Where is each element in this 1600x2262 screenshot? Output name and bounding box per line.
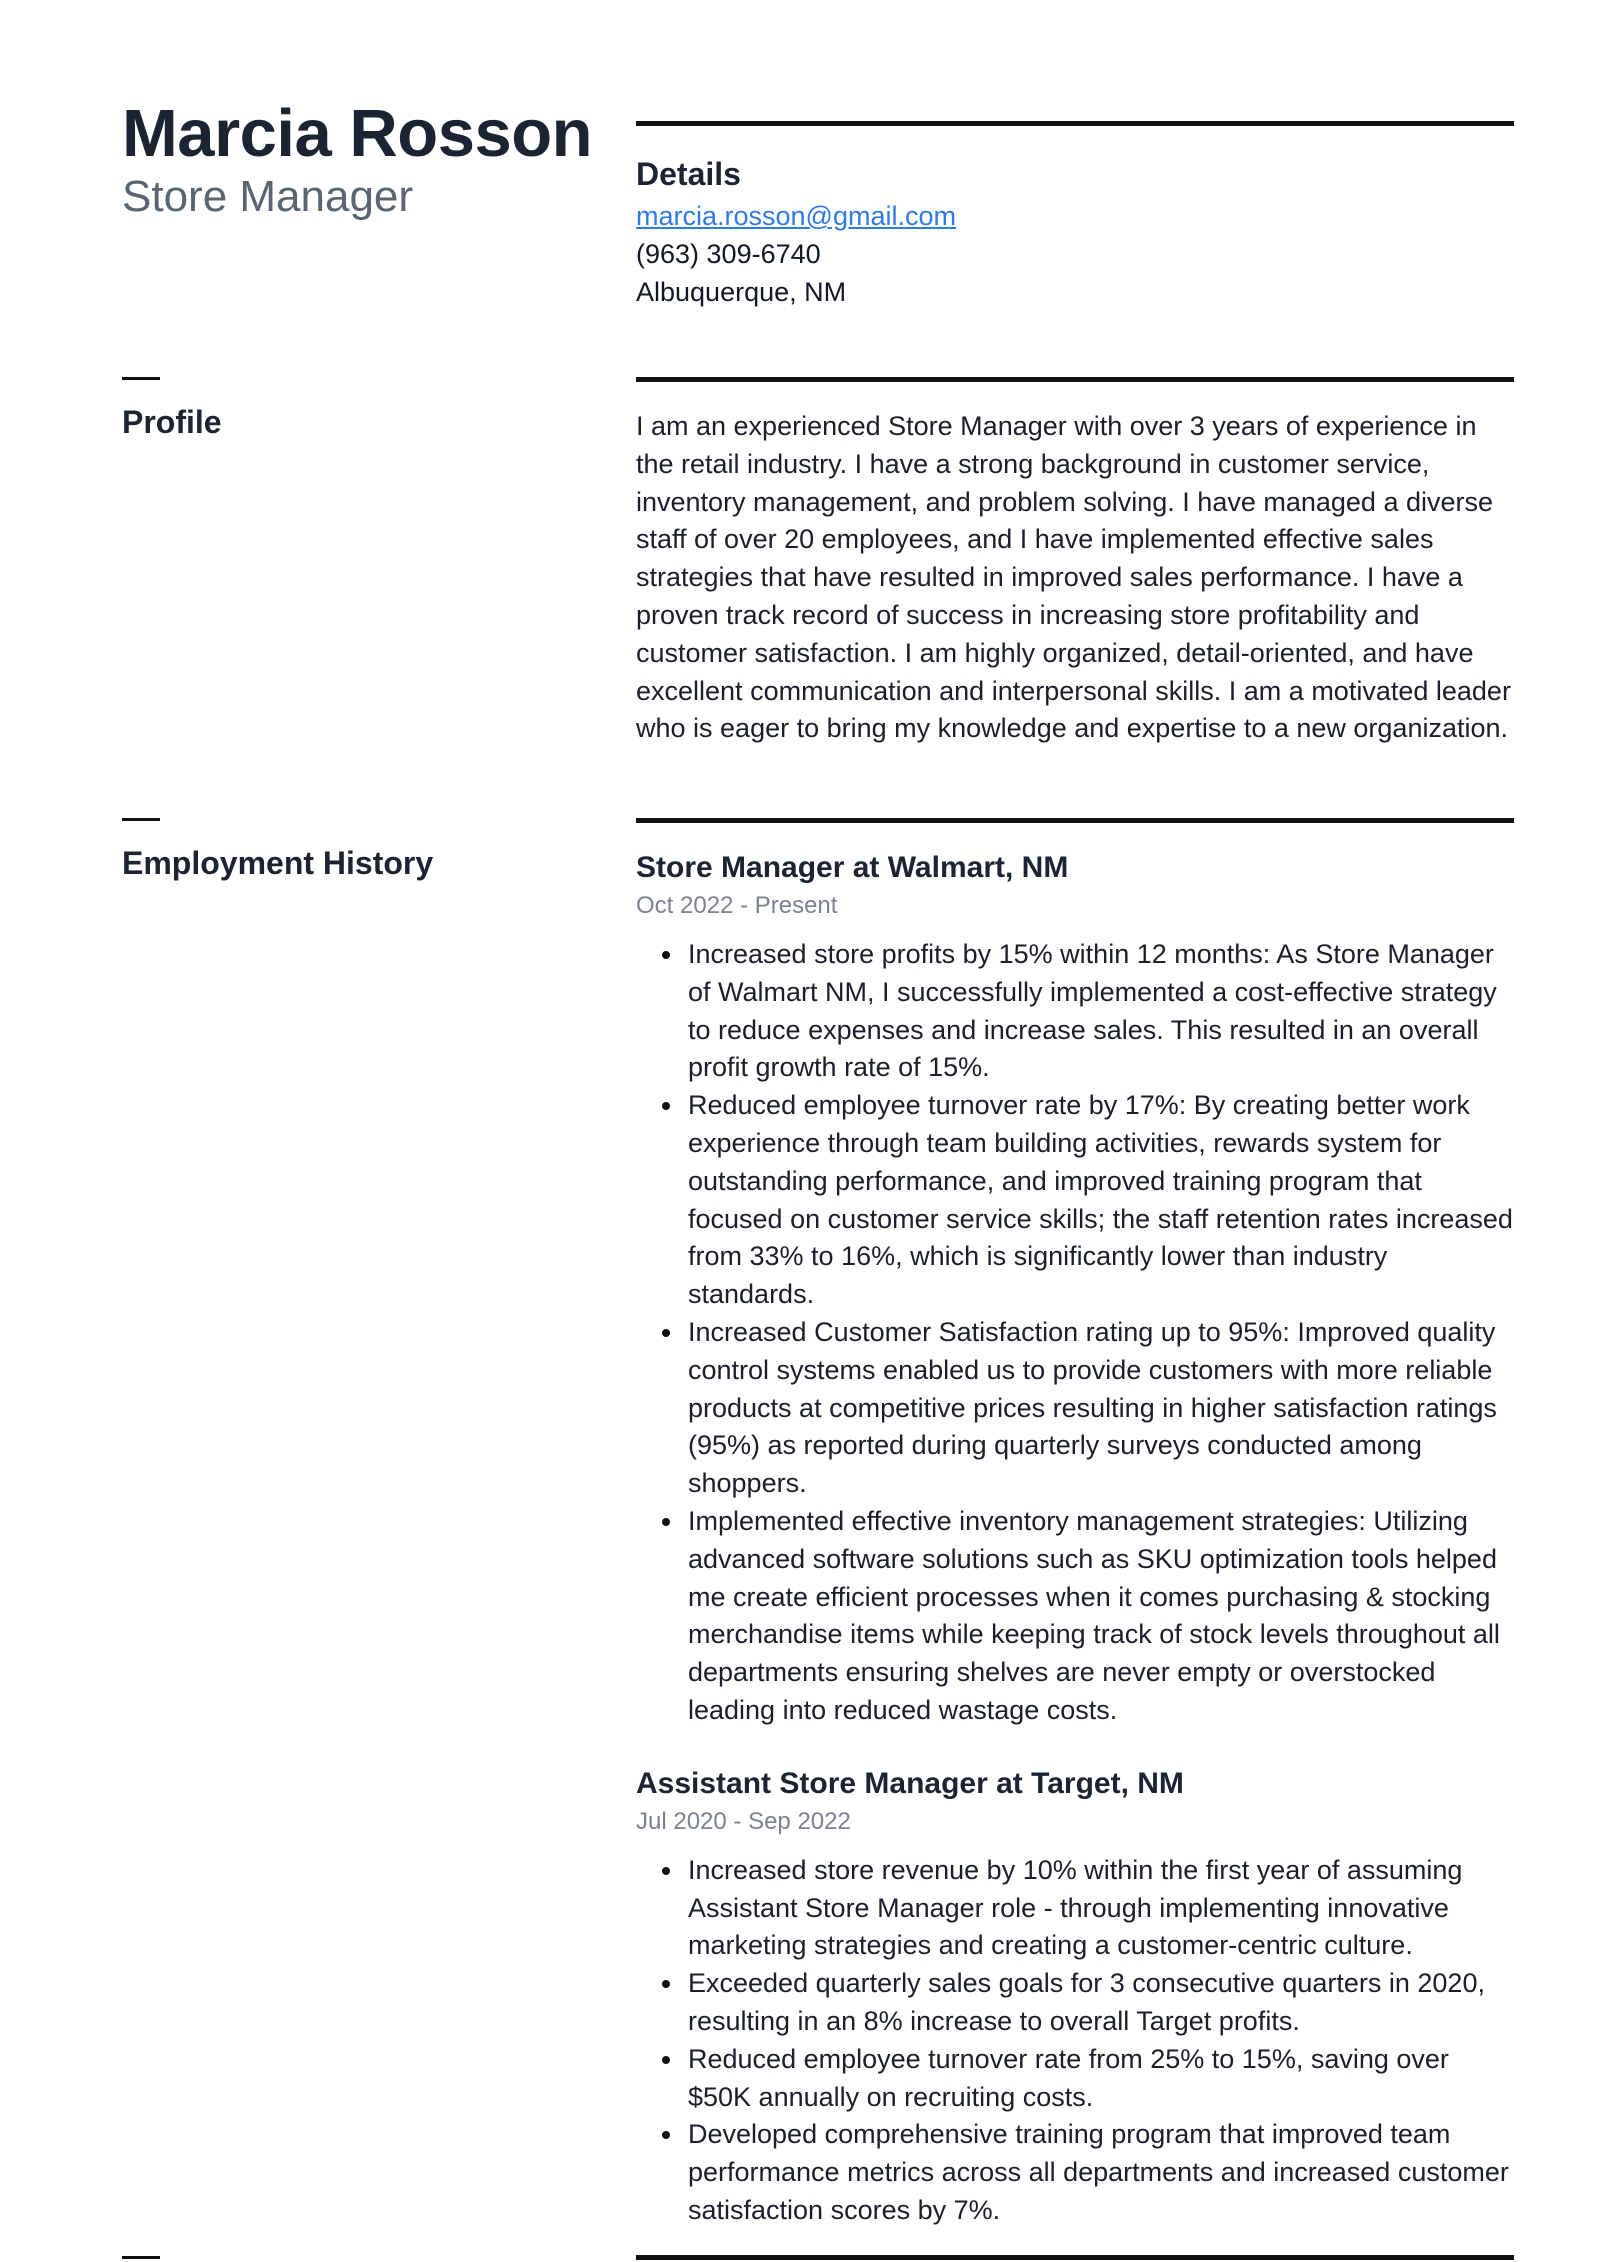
achievement-item: Reduced employee turnover rate from 25% to 15%, saving over $50K annually on recruiting costs. [688,2041,1516,2117]
profile-summary: I am an experienced Store Manager with over 3 years of experience in the retail industry. I have a strong background in customer service, inventory management, and problem solving. I have managed a diverse staff of over 20 employees, and I have implemented effective sales strategies that have resulted in improved sales performance. I have a proven track record of success in increasing store profitability and customer satisfaction. I am highly organized, detail-oriented, and have excellent communication and interpersonal skills. I am a motivated leader who is eager to bring my knowledge and expertise to a new organization. [636,411,1511,744]
achievement-item: Increased Customer Satisfaction rating up to 95%: Improved quality control systems enabled us to provide customers with more reliable products at competitive prices resulting in higher satisfaction ratings (95%) as reported during quarterly surveys conducted among shoppers. [688,1314,1516,1503]
phone-number: (963) 309-6740 [636,239,821,269]
job-title: Assistant Store Manager at Target, NM [636,1766,1184,1800]
achievement-item: Exceeded quarterly sales goals for 3 consecutive quarters in 2020, resulting in an 8% increase to overall Target profits. [688,1965,1516,2041]
profile-divider [636,377,1514,382]
location: Albuquerque, NM [636,277,847,307]
details-section [636,153,1514,311]
job-dates: Jul 2020 - Sep 2022 [636,1807,851,1835]
achievement-item: Increased store profits by 15% within 12 months: As Store Manager of Walmart NM, I successfully implemented a cost-effective strategy to reduce expenses and increase sales. This resulted in an overall profit growth rate of 15%. [688,936,1516,1087]
employment-list [636,846,1516,2262]
profile-dash [122,377,160,380]
job-achievements [636,1852,1516,2230]
job-title: Store Manager at Walmart, NM [636,851,1069,884]
next-section-dash [122,2256,160,2259]
details-divider [636,121,1514,126]
candidate-role: Store Manager [122,172,414,222]
email-link[interactable]: marcia.rosson@gmail.com [636,201,956,231]
job-dates: Oct 2022 - Present [636,892,838,919]
resume-header [122,96,592,224]
job-achievements [636,936,1516,1730]
achievement-item: Developed comprehensive training program that improved team performance metrics across all departments and increased customer satisfaction scores by 7%. [688,2116,1516,2229]
achievement-item: Implemented effective inventory management strategies: Utilizing advanced software solutions such as SKU optimization tools helped me create efficient processes when it comes purchasing & stocking merchandise items while keeping track of stock levels throughout all departments ensuring shelves are never empty or overstocked leading into reduced wastage costs. [688,1503,1516,1730]
employment-divider [636,818,1514,823]
achievement-item: Increased store revenue by 10% within the first year of assuming Assistant Store Manager role - through implementing innovative marketing strategies and creating a customer-centric culture. [688,1852,1516,1965]
employment-heading: Employment History [122,845,434,881]
next-section-divider [636,2255,1514,2260]
achievement-item: Reduced employee turnover rate by 17%: By creating better work experience through team building activities, rewards system for outstanding performance, and improved training program that focused on customer service skills; the staff retention rates increased from 33% to 16%, which is significantly lower than industry standards. [688,1087,1516,1314]
candidate-name: Marcia Rosson [122,96,593,171]
profile-heading: Profile [122,404,222,440]
job-entry [636,1762,1516,2230]
employment-dash [122,818,160,821]
details-heading: Details [636,156,741,192]
job-entry [636,846,1516,1730]
